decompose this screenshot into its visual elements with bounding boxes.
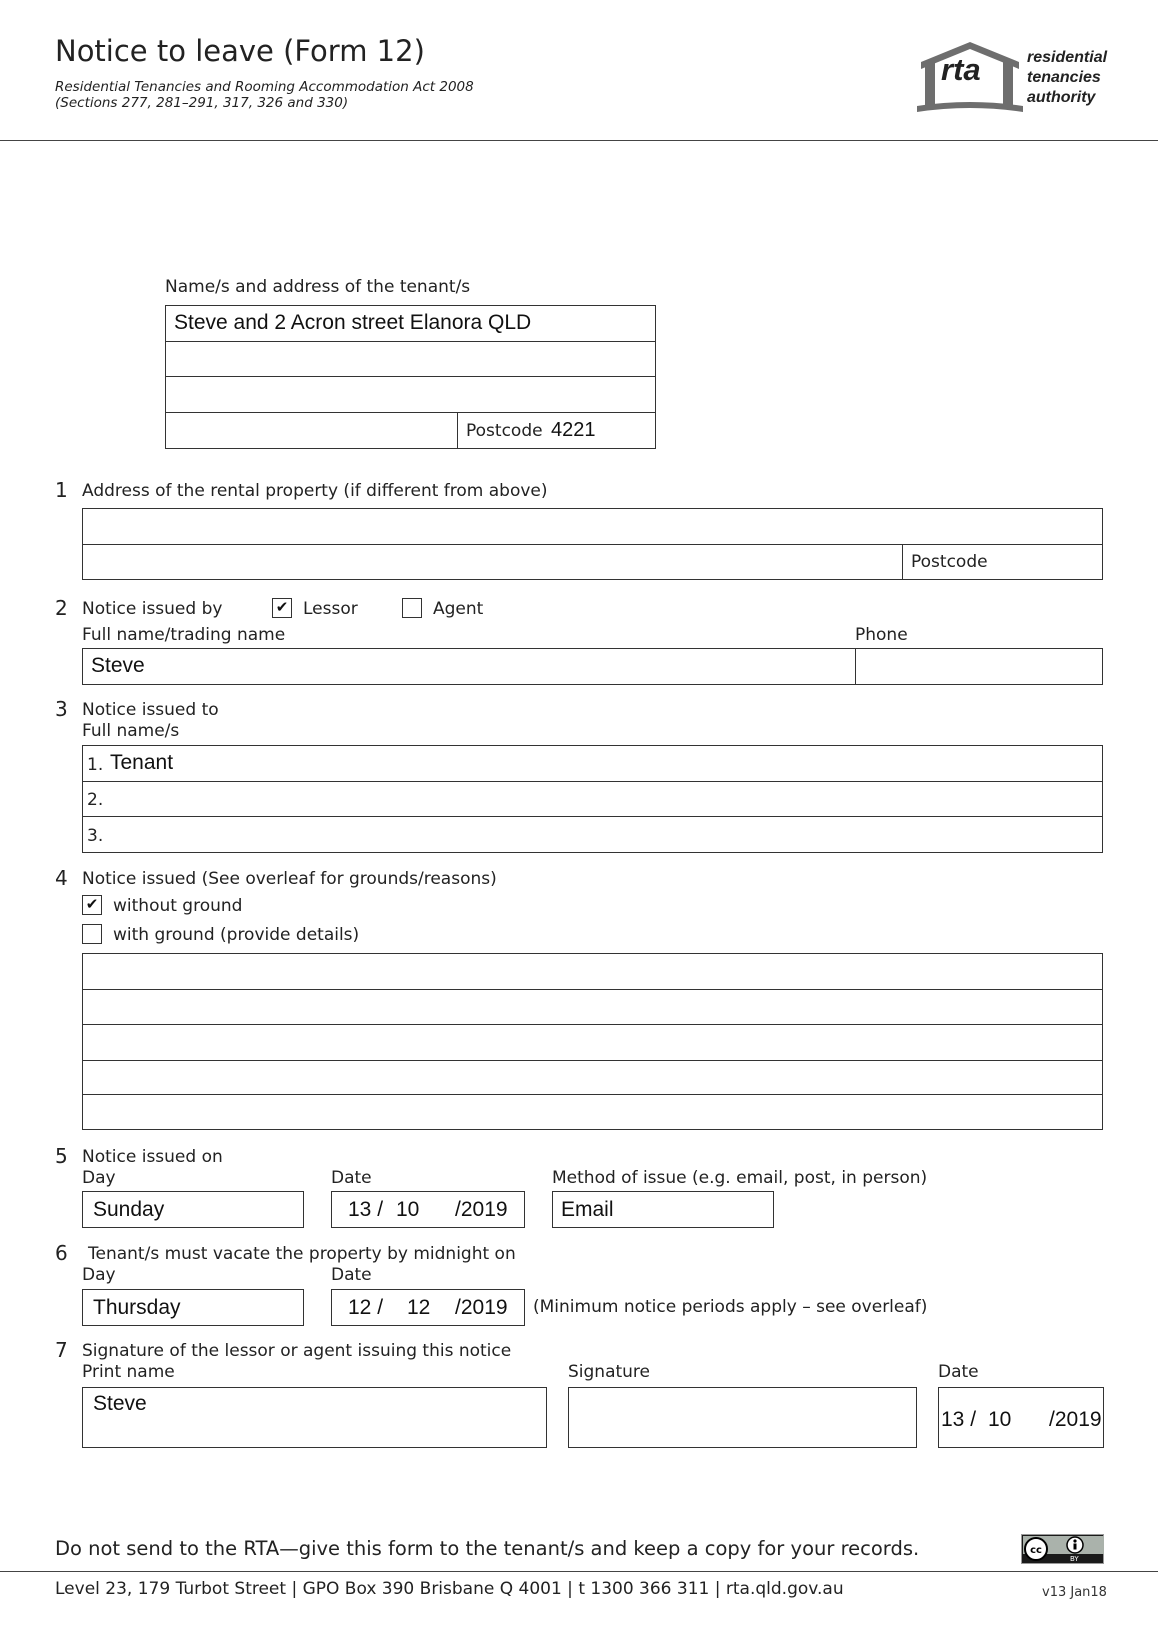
issued-date-yyyy: /2019 bbox=[455, 1198, 508, 1221]
footer-divider bbox=[0, 1571, 1158, 1572]
section-4-number: 4 bbox=[55, 866, 68, 890]
header-divider bbox=[0, 140, 1158, 141]
section-3-number: 3 bbox=[55, 697, 68, 721]
print-name-label: Print name bbox=[82, 1362, 175, 1382]
issued-day-value: Sunday bbox=[93, 1198, 165, 1221]
section-6-label: Tenant/s must vacate the property by midnight on bbox=[88, 1244, 516, 1264]
signature-field[interactable] bbox=[568, 1387, 917, 1448]
act-reference: Residential Tenancies and Rooming Accommodation Act 2008 bbox=[55, 79, 474, 95]
phone-label: Phone bbox=[855, 625, 908, 645]
rental-postcode-field[interactable] bbox=[902, 544, 1103, 580]
issued-to-row-3[interactable] bbox=[82, 816, 1103, 853]
section-1-label: Address of the rental property (if different from above) bbox=[82, 481, 548, 501]
rental-address-line-1[interactable] bbox=[82, 508, 1103, 545]
method-field[interactable] bbox=[552, 1191, 774, 1228]
signature-label: Signature bbox=[568, 1362, 651, 1382]
section-7-number: 7 bbox=[55, 1338, 68, 1362]
signature-date-mm: 10 bbox=[988, 1408, 1012, 1431]
section-2-label: Notice issued by bbox=[82, 599, 223, 619]
footer-notice: Do not send to the RTA—give this form to the tenant/s and keep a copy for your records. bbox=[55, 1537, 920, 1560]
svg-text:cc: cc bbox=[1030, 1545, 1042, 1556]
rta-logo-line3: authority bbox=[1027, 89, 1096, 106]
rta-logo-mark: rta bbox=[941, 52, 981, 87]
tenant-postcode-field[interactable] bbox=[457, 412, 656, 449]
cc-by-icon bbox=[1022, 1535, 1105, 1565]
vacate-day-field[interactable] bbox=[82, 1289, 304, 1326]
full-name-label: Full name/trading name bbox=[82, 625, 286, 645]
rta-logo-line2: tenancies bbox=[1027, 69, 1101, 86]
issued-to-row-1-value: Tenant bbox=[110, 751, 174, 774]
lessor-check-mark: ✔ bbox=[275, 598, 289, 616]
section-1-number: 1 bbox=[55, 478, 68, 502]
without-ground-label: without ground bbox=[113, 896, 243, 916]
vacate-day-label: Day bbox=[82, 1265, 116, 1285]
tenant-address-value: Steve and 2 Acron street Elanora QLD bbox=[174, 311, 532, 334]
ground-details-line-2[interactable] bbox=[82, 989, 1103, 1025]
agent-checkbox[interactable] bbox=[402, 598, 422, 618]
without-ground-check-mark: ✔ bbox=[85, 895, 99, 913]
issued-to-row-2[interactable] bbox=[82, 781, 1103, 817]
section-2-number: 2 bbox=[55, 596, 68, 620]
tenant-postcode-value: 4221 bbox=[551, 419, 596, 441]
signature-date-label: Date bbox=[938, 1362, 979, 1382]
vacate-date-label: Date bbox=[331, 1265, 372, 1285]
tenant-address-line-2[interactable] bbox=[165, 341, 656, 377]
signature-date-field[interactable] bbox=[938, 1387, 1104, 1448]
vacate-date-mm: 12 bbox=[407, 1296, 431, 1319]
sections-reference: (Sections 277, 281–291, 317, 326 and 330) bbox=[55, 95, 349, 111]
without-ground-checkbox[interactable] bbox=[82, 895, 102, 915]
phone-field[interactable] bbox=[855, 648, 1103, 685]
issued-to-row-3-number: 3. bbox=[87, 826, 104, 846]
tenant-address-line-1[interactable] bbox=[165, 305, 656, 342]
section-6-number: 6 bbox=[55, 1241, 68, 1265]
rta-logo-line1: residential bbox=[1027, 49, 1108, 66]
signature-date-yyyy: /2019 bbox=[1049, 1408, 1102, 1431]
rta-logo bbox=[915, 36, 1115, 116]
agent-label: Agent bbox=[433, 599, 484, 619]
section-7-label: Signature of the lessor or agent issuing this notice bbox=[82, 1341, 512, 1361]
cc-badge-text: BY bbox=[1070, 1555, 1079, 1563]
vacate-day-value: Thursday bbox=[93, 1296, 181, 1319]
section-5-label: Notice issued on bbox=[82, 1147, 223, 1167]
method-label: Method of issue (e.g. email, post, in person) bbox=[552, 1168, 928, 1188]
vacate-date-field[interactable] bbox=[331, 1289, 525, 1326]
rental-address-line-2[interactable] bbox=[82, 544, 903, 580]
issued-day-label: Day bbox=[82, 1168, 116, 1188]
ground-details-line-3[interactable] bbox=[82, 1024, 1103, 1061]
version-label: v13 Jan18 bbox=[1042, 1585, 1107, 1600]
method-value: Email bbox=[561, 1198, 614, 1221]
issued-date-mm: 10 bbox=[396, 1198, 420, 1221]
issued-to-row-1-number: 1. bbox=[87, 755, 104, 775]
ground-details-line-1[interactable] bbox=[82, 953, 1103, 990]
section-4-label: Notice issued (See overleaf for grounds/reasons) bbox=[82, 869, 497, 889]
full-name-value: Steve bbox=[91, 654, 145, 677]
page-title: Notice to leave (Form 12) bbox=[55, 34, 425, 68]
with-ground-checkbox[interactable] bbox=[82, 924, 102, 944]
rental-postcode-label: Postcode bbox=[911, 552, 988, 572]
section-3-label: Notice issued to bbox=[82, 700, 219, 720]
tenant-postcode-label: Postcode bbox=[466, 421, 543, 441]
print-name-field[interactable] bbox=[82, 1387, 547, 1448]
issued-day-field[interactable] bbox=[82, 1191, 304, 1228]
signature-date-dd: 13 / bbox=[941, 1408, 977, 1431]
vacate-date-yyyy: /2019 bbox=[455, 1296, 508, 1319]
minimum-notice-note: (Minimum notice periods apply – see overleaf) bbox=[533, 1297, 928, 1317]
issued-date-label: Date bbox=[331, 1168, 372, 1188]
section-3-sub-label: Full name/s bbox=[82, 721, 180, 741]
issued-to-row-1[interactable] bbox=[82, 745, 1103, 782]
print-name-value: Steve bbox=[93, 1392, 147, 1415]
lessor-checkbox[interactable] bbox=[272, 598, 292, 618]
ground-details-line-4[interactable] bbox=[82, 1060, 1103, 1095]
issued-date-field[interactable] bbox=[331, 1191, 525, 1228]
vacate-date-dd: 12 / bbox=[348, 1296, 384, 1319]
footer-address: Level 23, 179 Turbot Street | GPO Box 390 Brisbane Q 4001 | t 1300 366 311 | rta.qld.gov.au bbox=[55, 1579, 844, 1599]
issued-to-row-2-number: 2. bbox=[87, 790, 104, 810]
ground-details-line-5[interactable] bbox=[82, 1094, 1103, 1130]
tenant-block-label: Name/s and address of the tenant/s bbox=[165, 277, 471, 297]
issued-date-dd: 13 / bbox=[348, 1198, 384, 1221]
tenant-address-line-3[interactable] bbox=[165, 376, 656, 413]
tenant-address-line-4[interactable] bbox=[165, 412, 458, 449]
full-name-field[interactable] bbox=[82, 648, 856, 685]
lessor-label: Lessor bbox=[303, 599, 358, 619]
cc-license-badge bbox=[1021, 1534, 1104, 1564]
section-5-number: 5 bbox=[55, 1144, 68, 1168]
with-ground-label: with ground (provide details) bbox=[113, 925, 360, 945]
